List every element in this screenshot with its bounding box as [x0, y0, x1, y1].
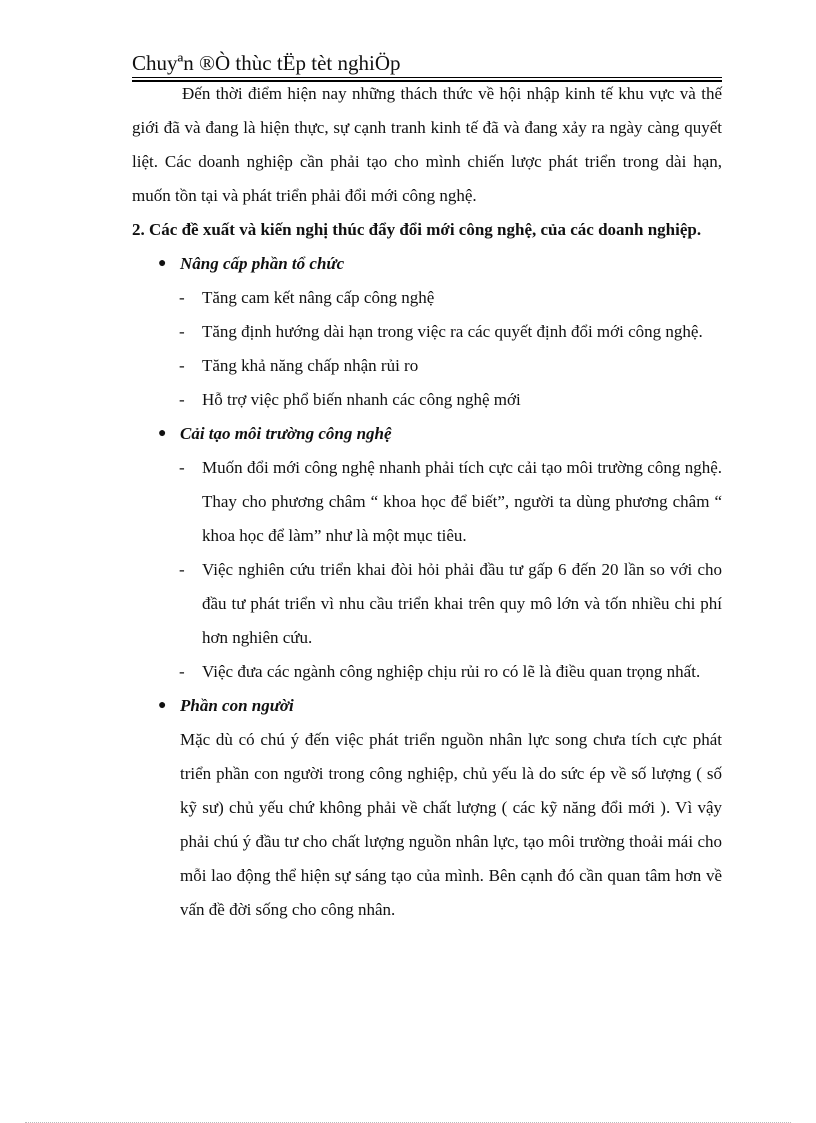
running-header: Chuyªn ®Ò thùc tËp tèt nghiÖp [132, 51, 401, 75]
bullet-icon: ● [158, 256, 167, 271]
list-item: - Tăng khả năng chấp nhận rủi ro [132, 349, 722, 383]
list-item: - Tăng cam kết nâng cấp công nghệ [132, 281, 722, 315]
dash-icon: - [179, 322, 185, 341]
dash-icon: - [179, 288, 185, 307]
human-resources-paragraph: Mặc dù có chú ý đến việc phát triển nguồn nhân lực song chưa tích cực phát triển phần con người trong công nghiệp, chủ yếu là do sức ép về số lượng ( số kỹ sư) chủ yếu chứ không phải về chất lượng ( các kỹ năng đổi mới ). Vì vậy phải chú ý đầu tư cho chất lượng nguồn nhân lực, tạo môi trường thoải mái cho mỗi lao động thể hiện sự sáng tạo của mình. Bên cạnh đó cần quan tâm hơn về vấn đề đời sống cho công nhân. [180, 730, 722, 919]
bullet-heading [132, 689, 722, 723]
dash-icon: - [179, 390, 185, 409]
list-item: - Hỗ trợ việc phổ biến nhanh các công nghệ mới [132, 383, 722, 417]
list-item: - Việc đưa các ngành công nghiệp chịu rủi ro có lẽ là điều quan trọng nhất. [132, 655, 722, 689]
dash-icon: - [179, 560, 185, 579]
dash-icon: - [179, 662, 185, 681]
list-item: - Tăng định hướng dài hạn trong việc ra các quyết định đổi mới công nghệ. [132, 315, 722, 349]
dash-icon: - [179, 356, 185, 375]
bullet-icon: ● [158, 698, 167, 713]
section-heading: 2. Các đề xuất và kiến nghị thúc đẩy đổi mới công nghệ, của các doanh nghiệp. [132, 220, 702, 239]
list-item: - Việc nghiên cứu triển khai đòi hỏi phải đầu tư gấp 6 đến 20 lần so với cho đầu tư phát triển vì nhu cầu triển khai trên quy mô lớn và tốn nhiều chi phí hơn nghiên cứu. [132, 553, 722, 655]
list-item: - Muốn đổi mới công nghệ nhanh phải tích cực cải tạo môi trường công nghệ. Thay cho phương châm “ khoa học để biết”, người ta dùng phương châm “ khoa học để làm” như là một mục tiêu. [132, 451, 722, 553]
bullet-title: Cải tạo môi trường công nghệ [180, 424, 392, 443]
bullet-title: Nâng cấp phần tổ chức [180, 254, 345, 273]
intro-paragraph: Đến thời điểm hiện nay những thách thức về hội nhập kinh tế khu vực và thế giới đã và đang là hiện thực, sự cạnh tranh kinh tế đã và đang xảy ra ngày càng quyết liệt. Các doanh nghiệp cần phải tạo cho mình chiến lược phát triển trong dài hạn, muốn tồn tại và phát triển phải đổi mới công nghệ. [132, 84, 722, 205]
bullet-heading [132, 417, 722, 451]
bullet-heading [132, 247, 722, 281]
bullet-title: Phần con người [180, 696, 294, 715]
bullet-icon: ● [158, 426, 167, 441]
dash-icon: - [179, 458, 185, 477]
document-body [132, 77, 722, 927]
